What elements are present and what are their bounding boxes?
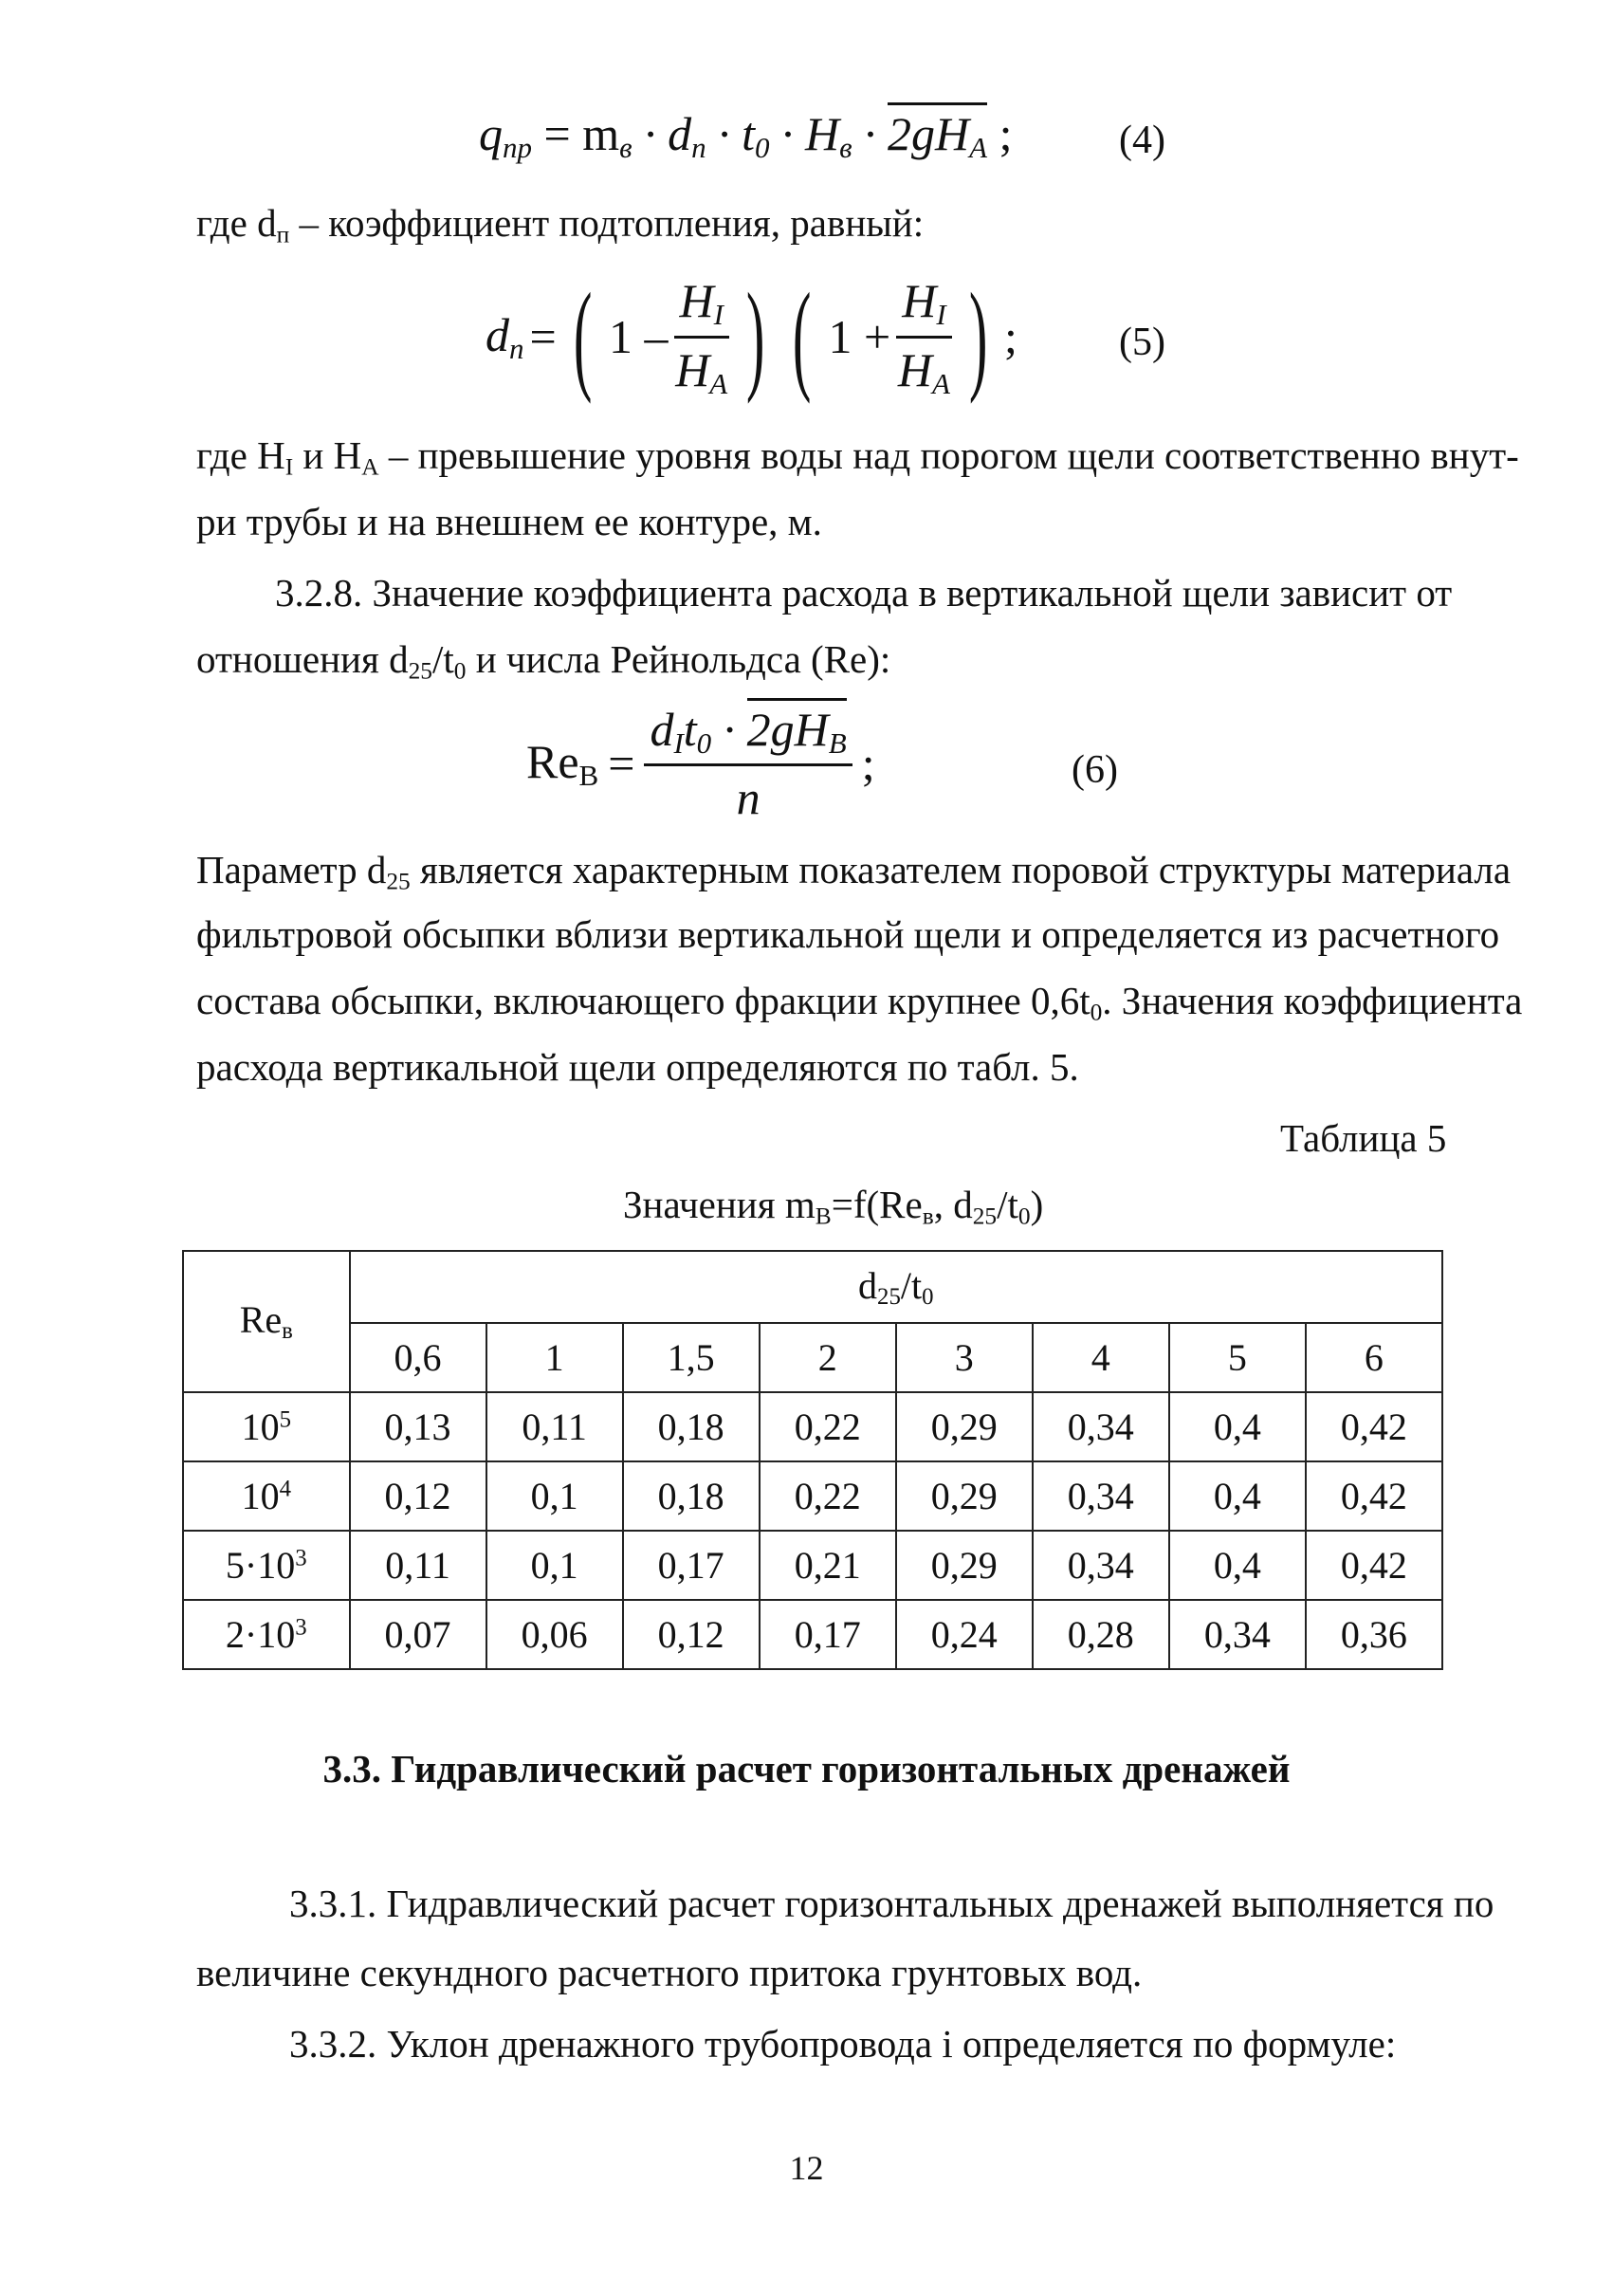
column-header: 1 <box>486 1323 623 1392</box>
table-cell: 0,1 <box>486 1461 623 1531</box>
table-cell: 0,13 <box>350 1392 486 1461</box>
table-cell: 0,34 <box>1033 1392 1169 1461</box>
table-cell: 0,29 <box>896 1461 1033 1531</box>
paragraph-line: 3.3.1. Гидравлический расчет горизонтальных дренажей выполняется по <box>289 1882 1494 1925</box>
table-row <box>183 1531 1442 1600</box>
paragraph-line: ри трубы и на внешнем ее контуре, м. <box>196 500 822 543</box>
table-cell: 0,22 <box>760 1392 896 1461</box>
table-title: Значения $m_B=f(Re_в$, $d_{25}/t_0$) <box>623 1183 1044 1230</box>
paragraph-line: расхода вертикальной щели определяются по табл. 5. <box>196 1045 1079 1089</box>
table-cell: 0,07 <box>350 1600 486 1669</box>
equation-number-4: (4) <box>1119 119 1165 162</box>
table-cell: 0,21 <box>760 1531 896 1600</box>
column-header: 5 <box>1169 1323 1306 1392</box>
row-label-re: $2\cdot 10^3$ <box>183 1600 350 1669</box>
table-cell: 0,24 <box>896 1600 1033 1669</box>
paragraph-line: отношения $d_{25}/t_0$ и числа Рейнольдса (Re): <box>196 637 891 685</box>
table-cell: 0,18 <box>623 1392 760 1461</box>
table-cell: 0,36 <box>1306 1600 1442 1669</box>
formula-4: $q_{пр} = m_в \cdot d_п \cdot t_0 \cdot H_в \cdot 2gH_А$ ; <box>479 106 1013 165</box>
paragraph-line: 3.3.2. Уклон дренажного трубопровода i определяется по формуле: <box>289 2022 1397 2066</box>
equation-number-5: (5) <box>1119 321 1165 364</box>
table-cell: 0,11 <box>350 1531 486 1600</box>
table-cell: 0,4 <box>1169 1461 1306 1531</box>
column-header: 0,6 <box>350 1323 486 1392</box>
table-cell: 0,34 <box>1033 1461 1169 1531</box>
table-cell: 0,34 <box>1169 1600 1306 1669</box>
paragraph-line: Параметр $d_{25}$ является характерным показателем поровой структуры материала <box>196 848 1512 895</box>
table-cell: 0,06 <box>486 1600 623 1669</box>
page-number: 12 <box>789 2149 824 2187</box>
table-cell: 0,18 <box>623 1461 760 1531</box>
row-header-re: $Re_в$ <box>183 1251 350 1392</box>
coefficient-table <box>182 1250 1443 1670</box>
equation-number-6: (6) <box>1072 748 1118 792</box>
table-cell: 0,4 <box>1169 1392 1306 1461</box>
table-cell: 0,12 <box>350 1461 486 1531</box>
table-cell: 0,11 <box>486 1392 623 1461</box>
column-group-header: $d_{25}/t_0$ <box>350 1251 1442 1323</box>
formula-5: $d_п$ = ( 1 – $\frac{H_I}{H_А}$ ) ( 1 + $\frac{H_I}{H_А}$ ) ; <box>486 268 1017 405</box>
table-cell: 0,4 <box>1169 1531 1306 1600</box>
column-header: 4 <box>1033 1323 1169 1392</box>
paragraph-line: 3.2.8. Значение коэффициента расхода в вертикальной щели зависит от <box>275 571 1453 615</box>
table-cell: 0,22 <box>760 1461 896 1531</box>
table-row <box>183 1600 1442 1669</box>
paragraph-line: фильтровой обсыпки вблизи вертикальной щели и определяется из расчетного <box>196 912 1500 956</box>
table-cell: 0,17 <box>623 1531 760 1600</box>
table-cell: 0,42 <box>1306 1461 1442 1531</box>
table-row <box>183 1392 1442 1461</box>
row-label-re: $5\cdot 10^3$ <box>183 1531 350 1600</box>
table-cell: 0,29 <box>896 1392 1033 1461</box>
paragraph-line: величине секундного расчетного притока грунтовых вод. <box>196 1951 1143 1994</box>
table-cell: 0,12 <box>623 1600 760 1669</box>
column-header: 2 <box>760 1323 896 1392</box>
row-label-re: $10^4$ <box>183 1461 350 1531</box>
table-cell: 0,28 <box>1033 1600 1169 1669</box>
column-header: 1,5 <box>623 1323 760 1392</box>
table-cell: 0,42 <box>1306 1392 1442 1461</box>
table-cell: 0,29 <box>896 1531 1033 1600</box>
table-label: Таблица 5 <box>1280 1116 1447 1160</box>
table-cell: 0,1 <box>486 1531 623 1600</box>
table-cell: 0,34 <box>1033 1531 1169 1600</box>
table-cell: 0,17 <box>760 1600 896 1669</box>
formula-6: $Re_B$ = $\frac{d_It_0 \cdot 2gH_B}{n}$ ; <box>526 702 875 825</box>
paragraph-line: состава обсыпки, включающего фракции крупнее $0,6t_0$. Значения коэффициента <box>196 979 1523 1026</box>
paragraph-line: где $H_I$ и $H_А$ – превышение уровня воды над порогом щели соответственно внут- <box>196 433 1519 481</box>
table-row <box>183 1461 1442 1531</box>
row-label-re: $10^5$ <box>183 1392 350 1461</box>
table-cell: 0,42 <box>1306 1531 1442 1600</box>
text-line: где $d_п$ – коэффициент подтопления, равный: <box>196 201 925 248</box>
column-header: 3 <box>896 1323 1033 1392</box>
column-header: 6 <box>1306 1323 1442 1392</box>
section-heading: 3.3. Гидравлический расчет горизонтальных дренажей <box>322 1747 1291 1791</box>
